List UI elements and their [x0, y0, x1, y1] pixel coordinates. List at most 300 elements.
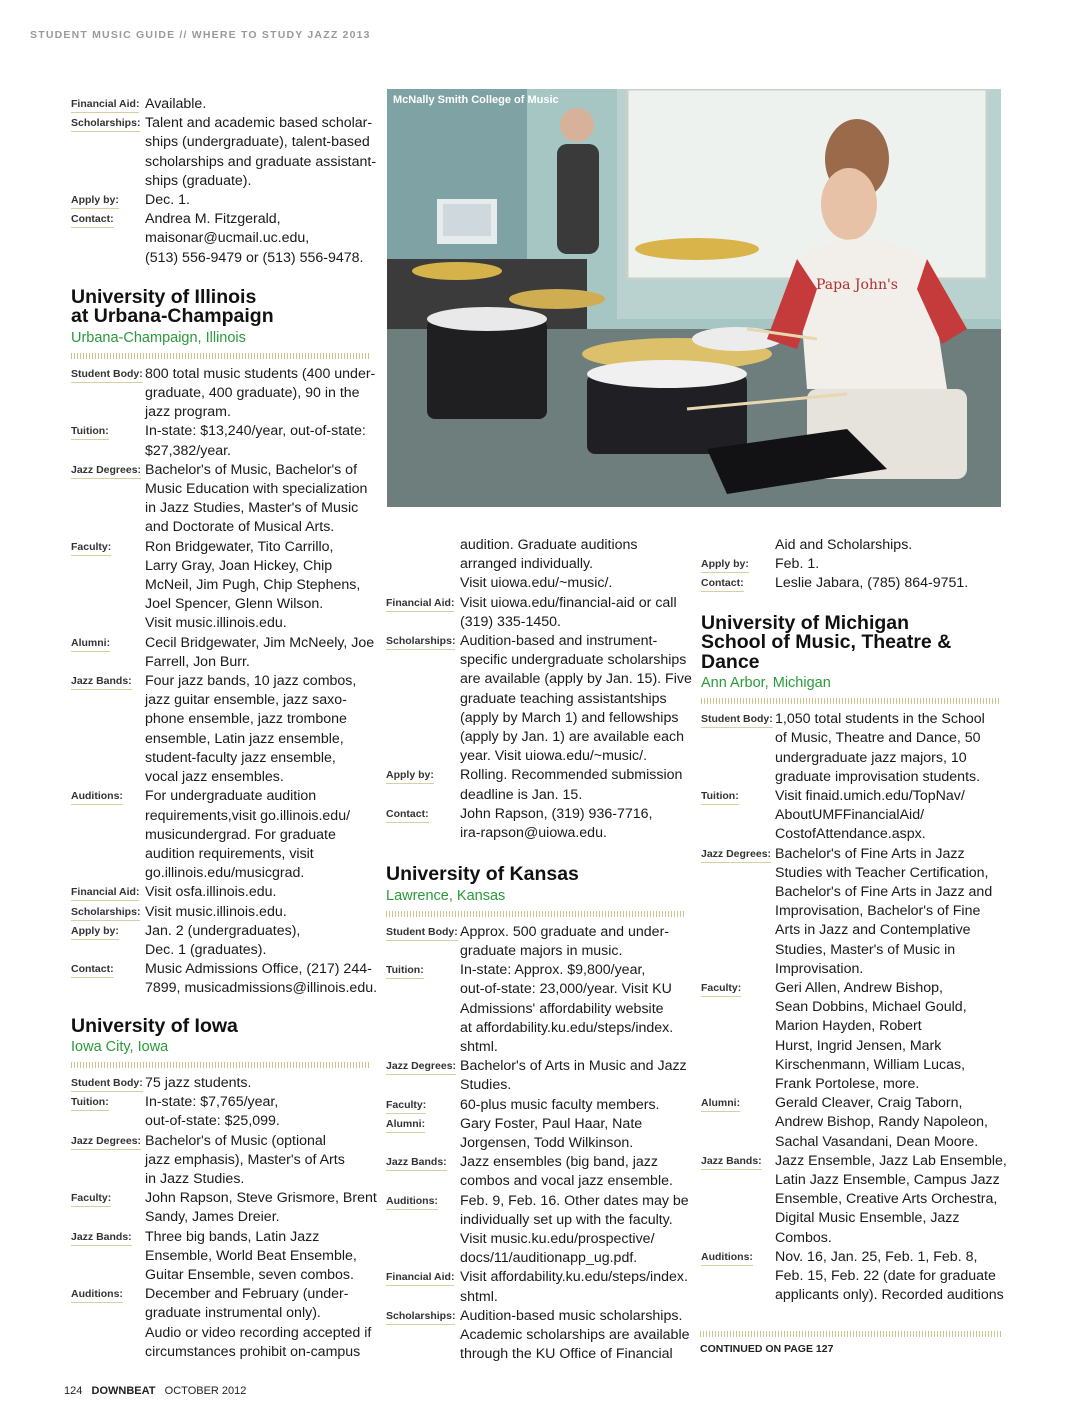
entry-value	[145, 422, 371, 460]
school-name-line: Dance	[701, 650, 760, 673]
entry-label-text: Jazz Degrees:	[71, 464, 141, 479]
entry-value-line: ira-rapson@uiowa.edu.	[460, 825, 607, 842]
entry-value-line: Guitar Ensemble, seven combos.	[145, 1267, 354, 1284]
entry-value-line: in Jazz Studies, Master's of Music	[145, 500, 359, 517]
entry-label	[386, 923, 460, 941]
entry-value	[775, 555, 1001, 574]
entry-label-text: Faculty:	[71, 541, 111, 556]
entry-value-line: graduate teaching assistantships	[460, 690, 667, 707]
entry-value-line: of Music, Theatre and Dance, 50	[775, 730, 981, 747]
entry-value-line: audition. Graduate auditions	[460, 537, 638, 553]
entry-value-line: Four jazz bands, 10 jazz combos,	[145, 673, 357, 690]
school-name	[386, 865, 686, 885]
entry-value-line: Visit music.ku.edu/prospective/	[460, 1231, 655, 1247]
entry-value-line: Talent and academic based scholar-	[145, 115, 373, 132]
entry-value-line: Ensemble, World Beat Ensemble,	[145, 1247, 357, 1264]
entry-value-line: jazz program.	[145, 404, 231, 421]
entry-value	[775, 710, 1001, 787]
entry-value	[460, 1096, 686, 1115]
entry-value-line: at affordability.ku.edu/steps/index.	[460, 1019, 674, 1036]
entry-value-line: John Rapson, (319) 936-7716,	[460, 805, 653, 822]
divider	[700, 1331, 1001, 1337]
entry-value	[145, 1093, 371, 1131]
entry-label	[71, 210, 145, 228]
shirt-logo: Papa John's	[815, 277, 899, 293]
entry-value-line: undergraduate jazz majors, 10	[775, 749, 967, 766]
entry-label	[386, 961, 460, 979]
entry-label-text: Tuition:	[71, 425, 109, 440]
entry-value-line: and Doctorate of Musical Arts.	[145, 519, 335, 536]
entry-value-line: Gerald Cleaver, Craig Taborn,	[775, 1095, 963, 1112]
entry-value	[460, 1268, 688, 1306]
entry-label	[71, 1093, 145, 1111]
entry-value	[145, 538, 371, 634]
entry-label	[71, 1285, 145, 1303]
photo-caption: McNally Smith College of Music	[393, 94, 559, 106]
entry-row	[71, 1189, 377, 1227]
entry-label	[701, 710, 775, 728]
entry-row	[71, 787, 371, 883]
entry-value	[460, 961, 686, 1057]
entry-value-line: Three big bands, Latin Jazz	[145, 1228, 320, 1245]
entry-label-text: Alumni:	[71, 637, 110, 652]
issue-date: OCTOBER 2012	[164, 1385, 247, 1397]
entry-value-line: go.illinois.edu/musicgrad.	[145, 865, 305, 882]
entry-label-text: Student Body:	[701, 713, 773, 728]
entry-value-line: Visit osfa.illinois.edu.	[145, 884, 277, 901]
entry-row	[71, 422, 371, 460]
entry-value-line: Academic scholarships are available	[460, 1327, 690, 1344]
entry-row	[71, 883, 371, 902]
entry-label	[386, 1268, 460, 1286]
entry-value-line: Approx. 500 graduate and under-	[460, 923, 670, 940]
entry-label	[386, 805, 460, 823]
entry-value-line: out-of-state: $25,099.	[145, 1113, 280, 1130]
entry-value	[145, 1074, 371, 1093]
entry-value	[775, 1094, 1001, 1152]
entry-row	[701, 536, 1001, 555]
entry-value	[145, 787, 371, 883]
entry-label	[71, 461, 145, 479]
entry-row	[71, 960, 378, 998]
entry-value-line: For undergraduate audition	[145, 788, 317, 805]
school-michigan	[701, 611, 1007, 1306]
entry-label-text: Apply by:	[71, 925, 119, 940]
column-3	[701, 536, 1007, 1305]
entry-label-text: Financial Aid:	[386, 1271, 454, 1286]
entry-value	[460, 766, 686, 804]
school-name-line: University of Kansas	[386, 863, 579, 886]
entry-value-line: shtml.	[460, 1038, 498, 1055]
entry-value-line: Visit music.illinois.edu.	[145, 615, 287, 632]
entry-value-line: Audio or video recording accepted if	[145, 1324, 372, 1341]
school-iowa	[71, 1014, 377, 1363]
entry-value	[145, 1228, 371, 1286]
entry-label	[386, 536, 460, 539]
entry-row	[386, 632, 692, 766]
entry-value	[145, 1189, 377, 1227]
entry-value	[775, 536, 1001, 555]
entry-row	[386, 1115, 686, 1153]
school-name-line: University of Michigan	[701, 611, 910, 634]
entry-value-line: ships (graduate).	[145, 172, 252, 189]
entry-value-line: Farrell, Jon Burr.	[145, 653, 250, 670]
entry-value-line: docs/11/auditionapp_ug.pdf.	[460, 1250, 638, 1267]
entry-value-line: Music Education with specialization	[145, 481, 368, 498]
entry-row	[701, 574, 1001, 593]
entry-label	[386, 1307, 460, 1325]
entry-label	[71, 1132, 145, 1150]
school-entries	[71, 365, 378, 999]
running-header: STUDENT MUSIC GUIDE // WHERE TO STUDY JAZZ 2013	[30, 29, 371, 41]
entry-value-line: Combos.	[775, 1229, 832, 1246]
entry-row	[71, 1074, 371, 1093]
school-name	[71, 285, 371, 328]
entry-value-line: Rolling. Recommended submission	[460, 767, 683, 784]
entry-value-line: ensemble, Latin jazz ensemble,	[145, 730, 344, 747]
entry-value-line: circumstances prohibit on-campus	[145, 1343, 361, 1360]
entry-row	[386, 1096, 686, 1115]
entry-label	[71, 787, 145, 805]
school-name-line: School of Music, Theatre &	[701, 631, 952, 654]
entry-value-line: Ensemble, Creative Arts Orchestra,	[775, 1191, 998, 1208]
entry-label-text: Auditions:	[701, 1251, 753, 1266]
entry-row	[386, 594, 686, 632]
entry-label-text: Tuition:	[701, 790, 739, 805]
entry-value-line: Leslie Jabara, (785) 864-9751.	[775, 575, 969, 592]
entry-value	[460, 1057, 687, 1095]
entry-value-line: (apply by Jan. 1) are available each	[460, 729, 684, 746]
entry-label-text: Alumni:	[386, 1118, 425, 1133]
entry-row	[386, 1307, 690, 1365]
entry-value-line: 75 jazz students.	[145, 1075, 252, 1092]
entry-label-text: Scholarships:	[386, 1310, 455, 1325]
entry-label	[701, 1248, 775, 1266]
entry-label-text: Apply by:	[701, 558, 749, 573]
entry-value-line: graduate majors in music.	[460, 942, 623, 959]
photo	[387, 89, 1001, 507]
entry-row	[71, 1093, 371, 1131]
entry-label	[701, 574, 775, 592]
entry-value-line: Bachelor's of Music (optional	[145, 1132, 326, 1149]
entry-value-line: combos and vocal jazz ensemble.	[460, 1173, 673, 1190]
entry-label-text: Student Body:	[71, 368, 143, 383]
entry-value-line: Cecil Bridgewater, Jim McNeely, Joe	[145, 634, 375, 651]
entry-row	[701, 979, 1001, 1094]
entry-value-line: Dec. 1 (graduates).	[145, 941, 267, 958]
entry-label-text: Faculty:	[386, 1099, 426, 1114]
entry-row	[71, 191, 371, 210]
school-illinois	[71, 285, 378, 999]
entry-value-line: Studies.	[460, 1077, 512, 1094]
entry-label	[386, 1057, 460, 1075]
entry-label-text: Scholarships:	[71, 906, 140, 921]
entry-label	[701, 979, 775, 997]
entry-value-line: Sachal Vasandani, Dean Moore.	[775, 1133, 979, 1150]
entry-label-text: Student Body:	[386, 926, 458, 941]
entry-label-text: Tuition:	[386, 964, 424, 979]
entry-value-line: Audition-based and instrument-	[460, 633, 658, 650]
entry-label	[386, 766, 460, 784]
entry-value-line: jazz emphasis), Master's of Arts	[145, 1151, 345, 1168]
entry-value-line: Sean Dobbins, Michael Gould,	[775, 999, 967, 1016]
entry-label-text: Contact:	[71, 213, 114, 228]
entry-row	[71, 903, 371, 922]
entry-label-text: Jazz Degrees:	[71, 1135, 141, 1150]
entry-value-line: Dec. 1.	[145, 192, 190, 209]
entries-continued	[701, 536, 1001, 594]
entry-value	[460, 594, 686, 632]
entry-value-line: In-state: $7,765/year,	[145, 1094, 279, 1111]
entry-value-line: Improvisation.	[775, 960, 864, 977]
entry-label-text: Jazz Bands:	[386, 1156, 447, 1171]
entry-value-line: 800 total music students (400 under-	[145, 365, 376, 382]
entry-value-line: Aid and Scholarships.	[775, 537, 913, 553]
entry-value-line: Bachelor's of Arts in Music and Jazz	[460, 1058, 687, 1075]
entry-value-line: Digital Music Ensemble, Jazz	[775, 1210, 960, 1227]
school-name-line: University of Illinois	[71, 285, 257, 308]
entry-value	[460, 1307, 689, 1365]
entry-value-line: Visit finaid.umich.edu/TopNav/	[775, 787, 965, 804]
entry-value-line: 1,050 total students in the School	[775, 711, 985, 728]
entry-row	[701, 845, 1001, 979]
entry-value-line: Feb. 1.	[775, 556, 820, 573]
entry-value-line: 7899, musicadmissions@illinois.edu.	[145, 980, 378, 997]
entry-value	[145, 672, 371, 787]
entry-value-line: jazz guitar ensemble, jazz saxo-	[145, 692, 347, 709]
school-entries	[701, 710, 1007, 1305]
entry-value	[460, 1192, 689, 1269]
entry-row	[701, 1248, 1004, 1306]
entry-value	[775, 979, 1001, 1094]
entry-value	[145, 461, 371, 538]
entry-value-line: Frank Portolese, more.	[775, 1075, 920, 1092]
magazine-name: DOWNBEAT	[91, 1385, 156, 1397]
entry-value-line: vocal jazz ensembles.	[145, 769, 284, 786]
column-2	[386, 536, 692, 1364]
entry-label	[71, 903, 145, 921]
entry-label-text: Auditions:	[71, 1288, 123, 1303]
entry-label	[701, 1152, 775, 1170]
entry-label-text: Student Body:	[71, 1077, 143, 1092]
entry-row	[386, 923, 686, 961]
entry-row	[71, 538, 371, 634]
entry-row	[71, 634, 375, 672]
entry-value	[145, 960, 377, 998]
entry-label-text: Jazz Bands:	[701, 1155, 762, 1170]
entry-value-line: Andrew Bishop, Randy Napoleon,	[775, 1114, 988, 1131]
entry-row	[701, 555, 1001, 574]
school-location: Lawrence, Kansas	[386, 887, 506, 904]
entry-value	[145, 883, 371, 902]
column-1	[71, 95, 378, 1362]
entry-value-line: Feb. 9, Feb. 16. Other dates may be	[460, 1192, 689, 1209]
school-location: Ann Arbor, Michigan	[701, 675, 831, 692]
entry-row	[386, 961, 686, 1057]
entry-row	[386, 766, 686, 804]
divider	[71, 1062, 371, 1068]
entry-label	[71, 634, 145, 652]
entry-label	[71, 538, 145, 556]
entry-value-line: Hurst, Ingrid Jensen, Mark	[775, 1037, 942, 1054]
entry-value-line: Jan. 2 (undergraduates),	[145, 922, 301, 939]
entry-row	[701, 1152, 1007, 1248]
entry-value	[145, 922, 371, 960]
entry-label	[386, 594, 460, 612]
entry-value-line: deadline is Jan. 15.	[460, 786, 583, 803]
drummer-photo	[387, 89, 1001, 507]
entry-value-line: Bachelor's of Fine Arts in Jazz and	[775, 883, 993, 900]
entry-value-line: are available (apply by Jan. 15). Five	[460, 671, 692, 688]
entry-row	[701, 1094, 1001, 1152]
entry-label	[71, 1074, 145, 1092]
entry-label-text: Auditions:	[71, 790, 123, 805]
entry-value-line: out-of-state: 23,000/year. Visit KU	[460, 981, 672, 998]
entry-label-text: Scholarships:	[71, 117, 140, 132]
entry-label-text: Apply by:	[71, 194, 119, 209]
entry-row	[386, 1192, 689, 1269]
entry-label	[386, 632, 460, 650]
entry-row	[71, 210, 371, 268]
entry-value-line: Geri Allen, Andrew Bishop,	[775, 979, 943, 996]
entry-value-line: Available.	[145, 96, 207, 112]
entry-value-line: (319) 335-1450.	[460, 613, 561, 630]
entry-row	[386, 1268, 686, 1306]
entries-continued	[71, 95, 377, 268]
entry-value-line: shtml.	[460, 1288, 498, 1305]
entry-row	[71, 1285, 371, 1362]
entry-label	[386, 1096, 460, 1114]
entry-value-line: through the KU Office of Financial	[460, 1346, 673, 1363]
entry-label	[71, 191, 145, 209]
entry-label-text: Jazz Degrees:	[701, 848, 771, 863]
entry-label	[386, 1153, 460, 1171]
entry-label-text: Tuition:	[71, 1096, 109, 1111]
entry-value-line: Feb. 15, Feb. 22 (date for graduate	[775, 1268, 996, 1284]
entry-value	[775, 1152, 1007, 1248]
school-kansas	[386, 863, 690, 1364]
entry-value-line: (513) 556-9479 or (513) 556-9478.	[145, 249, 364, 266]
school-location: Urbana-Champaign, Illinois	[71, 329, 246, 346]
entry-value-line: $27,382/year.	[145, 442, 231, 459]
entry-label	[386, 1115, 460, 1133]
entry-label	[701, 787, 775, 805]
entry-value-line: Kirschenmann, William Lucas,	[775, 1056, 966, 1073]
entry-value	[460, 536, 686, 594]
entry-row	[71, 1132, 371, 1190]
entry-value-line: Gary Foster, Paul Haar, Nate	[460, 1115, 643, 1132]
entry-value-line: Visit uiowa.edu/financial-aid or call	[460, 594, 677, 611]
entry-value-line: graduate, 400 graduate), 90 in the	[145, 385, 360, 402]
entry-value-line: Larry Gray, Joan Hickey, Chip	[145, 557, 333, 574]
entry-row	[701, 710, 1001, 787]
entry-value-line: December and February (under-	[145, 1286, 349, 1303]
entry-value-line: student-faculty jazz ensemble,	[145, 749, 336, 766]
entry-value-line: Visit uiowa.edu/~music/.	[460, 575, 613, 592]
school-location: Iowa City, Iowa	[71, 1039, 169, 1056]
entry-value-line: Joel Spencer, Glenn Wilson.	[145, 596, 324, 613]
entry-row	[71, 461, 371, 538]
entry-value-line: Improvisation, Bachelor's of Fine	[775, 903, 981, 920]
entry-label	[701, 536, 775, 539]
entry-value-line: Jazz Ensemble, Jazz Lab Ensemble,	[775, 1152, 1007, 1169]
entry-value-line: 60-plus music faculty members.	[460, 1096, 660, 1113]
entry-row	[386, 805, 686, 843]
entry-value-line: Ron Bridgewater, Tito Carrillo,	[145, 538, 334, 555]
entry-label	[71, 960, 145, 978]
entry-value-line: requirements,visit go.illinois.edu/	[145, 807, 351, 824]
entry-value	[460, 923, 686, 961]
entry-row	[71, 922, 371, 960]
entry-label-text: Financial Aid:	[386, 597, 454, 612]
entry-value	[145, 903, 371, 922]
entry-value-line: Sandy, James Dreier.	[145, 1209, 280, 1226]
entry-value-line: in Jazz Studies.	[145, 1171, 245, 1188]
entry-value-line: Music Admissions Office, (217) 244-	[145, 961, 372, 978]
entry-row	[71, 95, 371, 114]
entry-value	[145, 1132, 371, 1190]
school-name	[71, 1014, 371, 1037]
entry-value-line: Studies with Teacher Certification,	[775, 864, 989, 881]
entry-label-text: Apply by:	[386, 769, 434, 784]
entry-row	[386, 536, 686, 594]
entry-value	[775, 574, 1001, 593]
entry-row	[71, 365, 376, 423]
continued-note	[700, 1331, 1001, 1355]
entry-value	[460, 632, 692, 766]
entry-value-line: Marion Hayden, Robert	[775, 1018, 922, 1035]
entry-value	[145, 95, 371, 114]
school-entries	[386, 923, 690, 1365]
entry-value	[145, 1285, 371, 1362]
entry-row	[701, 787, 1001, 845]
entry-label-text: Contact:	[701, 577, 744, 592]
entry-label-text: Faculty:	[701, 982, 741, 997]
entry-value-line: maisonar@ucmail.uc.edu,	[145, 230, 310, 247]
entry-value	[775, 1248, 1004, 1306]
entry-value	[460, 805, 686, 843]
entry-value-line: CostofAttendance.aspx.	[775, 826, 926, 843]
entry-value-line: Visit affordability.ku.edu/steps/index.	[460, 1269, 688, 1286]
divider	[386, 911, 686, 917]
entry-value-line: individually set up with the faculty.	[460, 1211, 673, 1228]
entry-label-text: Contact:	[71, 963, 114, 978]
entry-label	[701, 1094, 775, 1112]
entry-label-text: Jazz Degrees:	[386, 1060, 456, 1075]
continued-text: CONTINUED ON PAGE 127	[700, 1343, 834, 1355]
entry-value-line: John Rapson, Steve Grismore, Brent	[145, 1190, 377, 1207]
entry-value	[145, 114, 376, 191]
page-footer	[64, 1385, 246, 1397]
entry-value	[145, 191, 371, 210]
entry-value-line: applicants only). Recorded auditions	[775, 1287, 1004, 1304]
entry-row	[71, 114, 377, 191]
entry-value	[145, 634, 374, 672]
entry-value	[145, 210, 371, 268]
entry-value-line: Andrea M. Fitzgerald,	[145, 211, 281, 228]
entry-value-line: Bachelor's of Music, Bachelor's of	[145, 461, 358, 478]
entry-value-line: (apply by March 1) and fellowships	[460, 709, 679, 726]
entry-row	[71, 672, 371, 787]
school-entries	[71, 1074, 377, 1362]
entry-label-text: Financial Aid:	[71, 98, 139, 113]
entry-value	[775, 787, 1001, 845]
entry-value-line: Arts in Jazz and Contemplative	[775, 922, 971, 939]
entry-value-line: graduate instrumental only).	[145, 1305, 321, 1322]
entry-label	[71, 922, 145, 940]
school-name	[701, 611, 1001, 673]
entry-value-line: AboutUMFFinancialAid/	[775, 807, 925, 824]
